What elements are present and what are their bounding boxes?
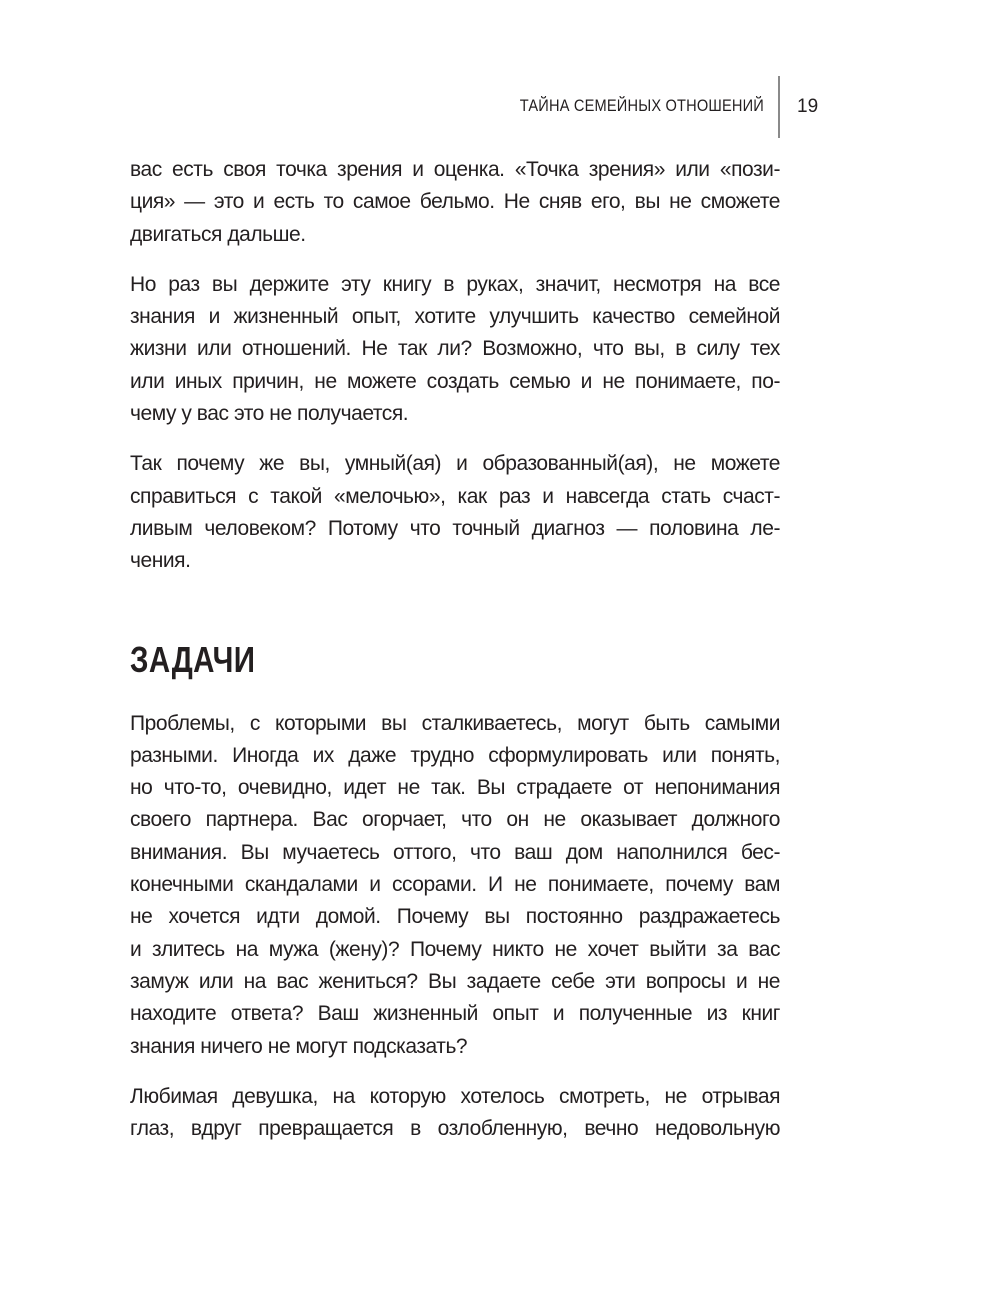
text-line: глаз, вдруг превращается в озлобленную, вечно недовольную — [130, 1117, 780, 1141]
text-line: знания ничего не могут подсказать? — [130, 1034, 468, 1058]
text-line: и злитесь на мужа (жену)? Почему никто не хочет выйти за вас — [130, 937, 780, 961]
text-line: своего партнера. Вас огорчает, что он не оказывает должного — [130, 808, 780, 832]
text-line: или иных причин, не можете создать семью и не понимаете, по- — [130, 369, 780, 393]
text-line: но что-то, очевидно, идет не так. Вы страдаете от непонимания — [130, 776, 780, 800]
text-line: вас есть своя точка зрения и оценка. «Точка зрения» или «пози- — [130, 158, 780, 181]
text-line: жизни или отношений. Не так ли? Возможно, что вы, в силу тех — [130, 337, 780, 361]
text-line: двигаться дальше. — [130, 222, 306, 246]
text-line: внимания. Вы мучаетесь оттого, что ваш дом наполнился бес- — [130, 840, 780, 864]
text-line: ция» — это и есть то самое бельмо. Не сняв его, вы не сможете — [130, 190, 780, 214]
text-line: чения. — [130, 549, 191, 573]
text-line: справиться с такой «мелочью», как раз и навсегда стать счаст- — [130, 484, 780, 508]
text-line: Любимая девушка, на которую хотелось смотреть, не отрывая — [130, 1084, 780, 1108]
text-line: Проблемы, с которыми вы сталкиваетесь, могут быть самыми — [130, 711, 780, 735]
section-heading: ЗАДАЧИ — [130, 638, 256, 680]
text-line: знания и жизненный опыт, хотите улучшить качество семейной — [130, 305, 780, 329]
text-line: конечными скандалами и ссорами. И не понимаете, почему вам — [130, 873, 780, 897]
page-number: 19 — [797, 96, 819, 117]
paragraph — [130, 1081, 780, 1146]
paragraph — [130, 269, 780, 430]
paragraph — [130, 154, 780, 251]
text-line: чему у вас это не получается. — [130, 402, 409, 426]
running-title: ТАЙНА СЕМЕЙНЫХ ОТНОШЕНИЙ — [519, 96, 764, 115]
text-line: Так почему же вы, умный(ая) и образованный(ая), не можете — [130, 452, 780, 476]
text-line: не хочется идти домой. Почему вы постоянно раздражаетесь — [130, 905, 780, 929]
text-line: ливым человеком? Потому что точный диагноз — половина ле- — [130, 516, 780, 540]
text-line: разными. Иногда их даже трудно сформулировать или понять, — [130, 743, 780, 767]
page-body — [130, 154, 780, 1145]
text-line: Но раз вы держите эту книгу в руках, значит, несмотря на все — [130, 272, 780, 296]
text-line: замуж или на вас жениться? Вы задаете себе эти вопросы и не — [130, 969, 780, 993]
text-line: находите ответа? Ваш жизненный опыт и полученные из книг — [130, 1002, 780, 1026]
running-head — [0, 76, 986, 140]
header-divider — [778, 76, 780, 138]
paragraph — [130, 448, 780, 577]
paragraph — [130, 708, 780, 1063]
